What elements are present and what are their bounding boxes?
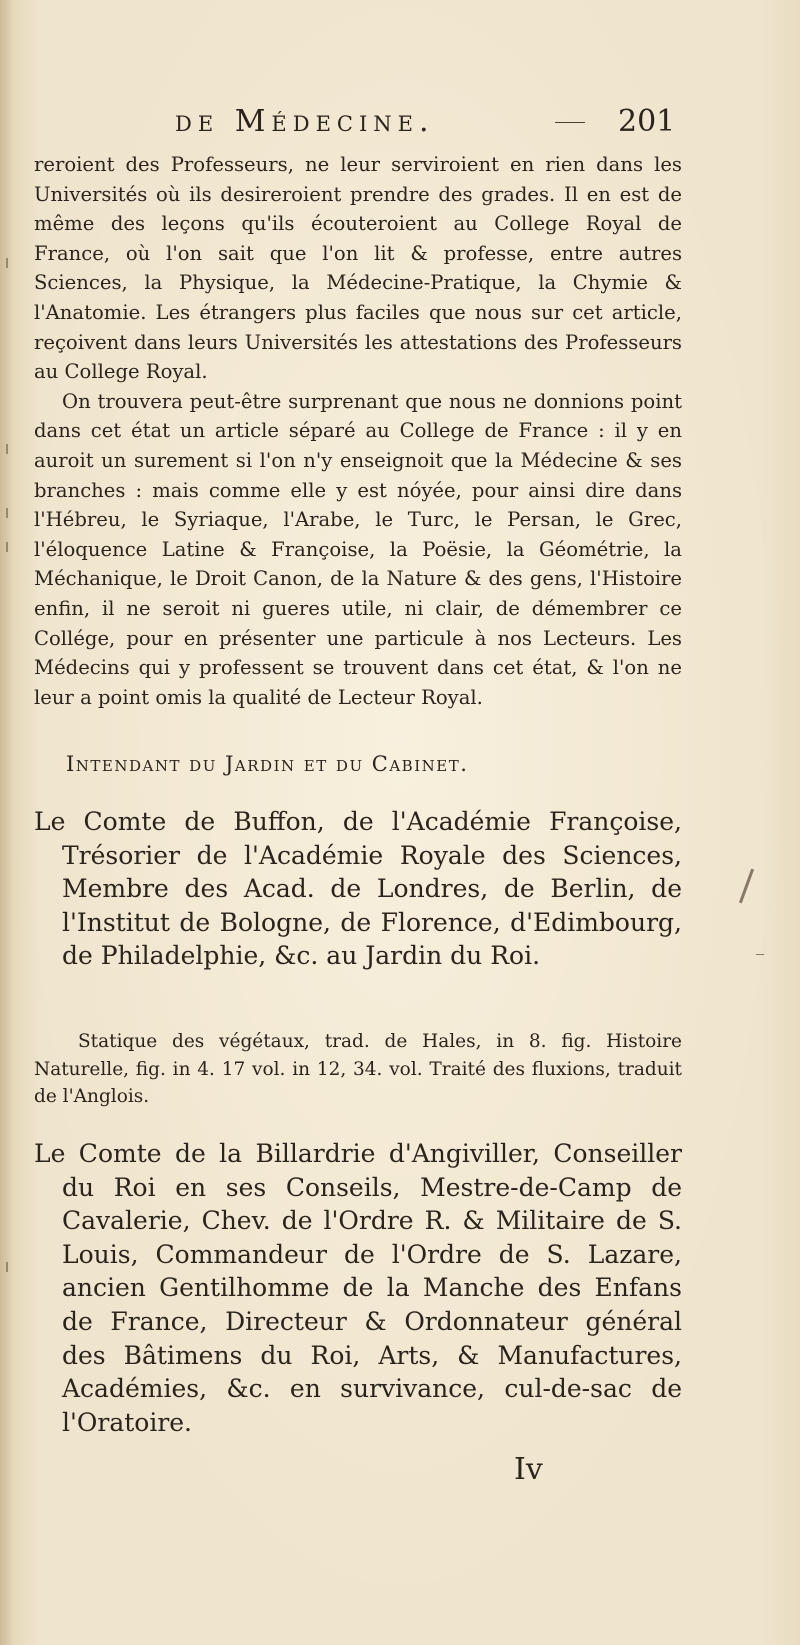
- entry-text: Le Comte de Buffon, de l'Académie Françoise, Trésorier de l'Académie Royale des Sciences, Membre des Acad. de Londres, de Berlin, de l'Institut de Bologne, de Florence, d'Edimbourg, de Philadelphie, &c. au Jardin du Roi.: [34, 807, 682, 971]
- body-text: [34, 150, 682, 712]
- gutter-mark: [6, 258, 8, 268]
- gutter-mark: [6, 444, 8, 454]
- entry-works: Statique des végétaux, trad. de Hales, in 8. fig. Histoire Naturelle, fig. in 4. 17 vol. in 12, 34. vol. Traité des fluxions, traduit de l'Anglois.: [34, 1031, 682, 1107]
- running-title: de Médecine.: [175, 104, 435, 139]
- catchword: Iv: [514, 1452, 543, 1487]
- paragraph: On trouvera peut-être surprenant que nous ne donnions point dans cet état un article séparé au College de France : il y en auroit un surement si l'on n'y enseignoit que la Médecine & ses branches : mais comme elle y est nóyée, pour ainsi dire dans l'Hébreu, le Syriaque, l'Arabe, le Turc, le Persan, le Grec, l'éloquence Latine & Françoise, la Poësie, la Géométrie, la Méchanique, le Droit Canon, de la Nature & des gens, l'Histoire enfin, il ne seroit ni gueres utile, ni clair, de démembrer ce Collége, pour en présenter une particule à nos Lecteurs. Les Médecins qui y professent se trouvent dans cet état, & l'on ne leur a point omis la qualité de Lecteur Royal.: [34, 389, 682, 709]
- head-dash: [555, 122, 585, 123]
- gutter-mark: [6, 542, 8, 552]
- section-heading: Intendant du Jardin et du Cabinet.: [66, 752, 469, 776]
- gutter-mark: [6, 1262, 8, 1272]
- page-number: 201: [618, 104, 676, 139]
- ink-mark: [756, 954, 764, 955]
- entry-text: Le Comte de la Billardrie d'Angiviller, Conseiller du Roi en ses Conseils, Mestre-de-Camp de Cavalerie, Chev. de l'Ordre R. & Militaire de S. Louis, Commandeur de l'Ordre de S. Lazare, ancien Gentilhomme de la Manche des Enfans de France, Directeur & Ordonnateur général des Bâtimens du Roi, Arts, & Manufactures, Académies, &c. en survivance, cul-de-sac de l'Oratoire.: [34, 1139, 682, 1437]
- gutter-mark: [6, 508, 8, 518]
- running-head: [0, 104, 800, 144]
- ink-mark: [739, 869, 754, 904]
- paragraph: reroient des Professeurs, ne leur serviroient en rien dans les Universités où ils desireroient prendre des grades. Il en est de même des leçons qu'ils écouteroient au College Royal de France, où l'on sait que l'on lit & professe, entre autres Sciences, la Physique, la Médecine-Pratique, la Chymie & l'Anatomie. Les étrangers plus faciles que nous sur cet article, reçoivent dans leurs Universités les attestations des Professeurs au College Royal.: [34, 153, 682, 384]
